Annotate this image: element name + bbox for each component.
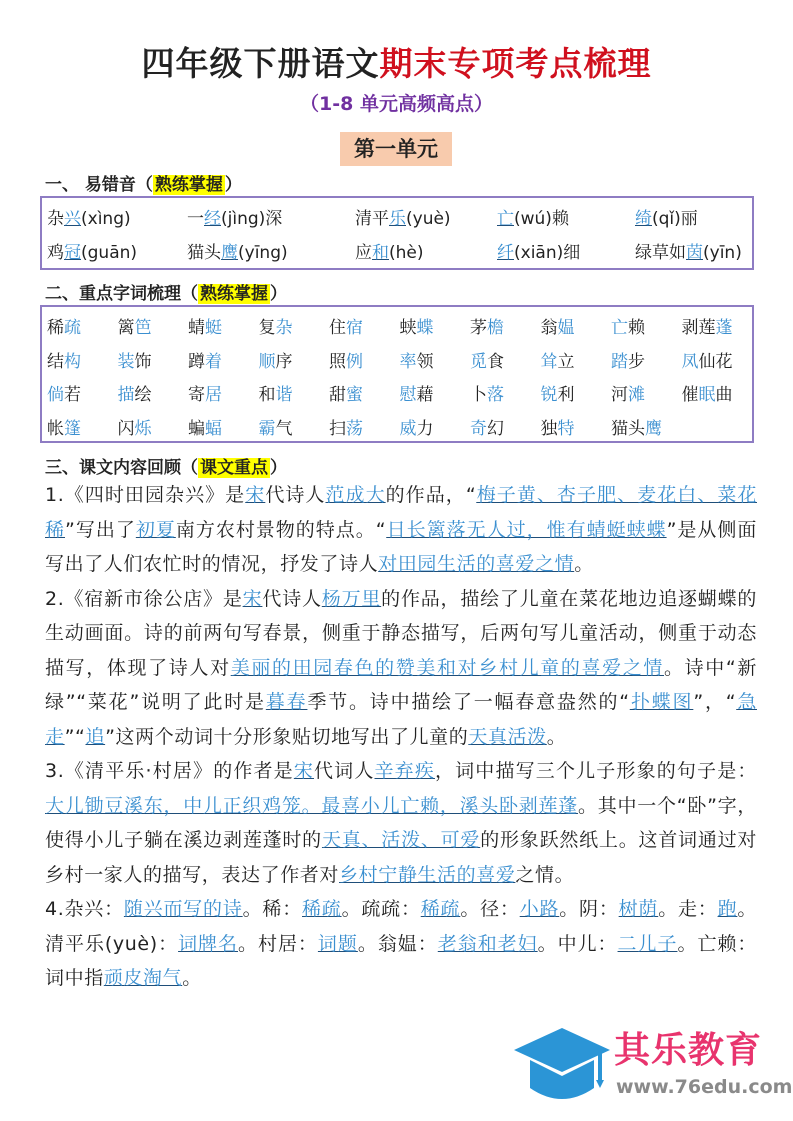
key-answer: 鹰 [221,243,238,263]
key-char: 谐 [275,385,293,405]
key-answer: 初夏 [135,518,176,541]
text: 猫头 [187,243,221,263]
text: 2.《宿新市徐公店》是 [45,587,243,610]
review-paragraphs [45,478,757,996]
key-char: 蝠 [205,418,222,439]
key-answer: 跑 [717,898,738,920]
key-answer: 杨万里 [321,587,382,610]
heading-text: 一、 易错音（ [45,175,153,195]
text: 翁 [540,318,558,338]
text: 照 [329,351,346,372]
vocab-item [470,313,504,343]
vocab-item [400,380,434,410]
title-red: 期末专项考点梳理 [379,44,652,83]
pronunciation-item [635,204,698,234]
key-answer: 兴 [64,209,81,229]
key-answer: 树荫 [618,898,659,920]
vocab-item [329,414,363,444]
key-char: 锐 [540,385,558,405]
key-answer: 天真、活泼、可爱 [321,829,481,851]
key-answer: 经 [204,209,221,229]
vocab-item [329,380,363,410]
page-title [0,38,793,85]
key-char: 顺 [258,351,276,372]
text: 鸡 [47,243,64,263]
text: 气 [275,418,293,439]
key-char: 篷 [64,418,81,439]
vocab-item [470,347,504,377]
text: ，词中描写三个儿子形象的句子是： [434,760,757,782]
pronunciation-item [47,204,131,234]
key-answer: 随兴而写的诗 [123,898,243,920]
vocab-item [259,313,293,343]
key-char: 媪 [557,318,575,338]
key-answer: 顽皮淘气 [103,967,183,989]
vocab-item [470,380,504,410]
vocabulary-box [40,305,754,443]
pronunciation-item [355,204,451,234]
vocab-item [541,313,575,343]
text: 帐 [47,418,64,439]
text: (guān) [81,243,138,263]
key-char: 蓬 [715,318,733,338]
vocab-item [329,347,363,377]
key-answer: 宋 [242,587,263,610]
key-char: 蜜 [346,385,363,405]
text: 。诗中“新绿”“菜花”说明了此时是 [45,656,757,713]
vocab-item [118,313,152,343]
text: 之情。 [515,863,575,886]
key-answer: 稀疏 [302,898,342,920]
text: 季节。诗中描绘了一幅春意盎然的“ [307,691,630,713]
key-answer: 乡村宁静生活的喜爱 [339,863,516,886]
text: 寄 [188,385,205,405]
text: 食 [487,351,504,372]
vocab-item [682,347,733,377]
text: 幻 [487,418,504,439]
key-char: 檐 [487,318,504,338]
heading-text: 二、重点字词梳理（ [45,284,198,304]
key-char: 亡 [611,318,628,338]
text: 步 [628,351,645,372]
vocab-item [470,414,504,444]
vocab-item [541,380,575,410]
text: (jìng)深 [221,209,283,229]
text: ”“ [64,725,86,748]
key-answer: 范成大 [325,484,386,506]
text: 绘 [134,385,152,405]
text: 。走： [658,898,718,920]
key-answer: 对田园生活的喜爱之情 [378,553,575,575]
text: 甜 [329,385,346,405]
vocab-item [118,380,152,410]
text: 赖 [628,318,645,338]
text: 。疏疏： [341,898,421,920]
key-char: 宿 [346,318,363,338]
text: 3.《清平乐·村居》的作者是 [45,760,294,782]
section3-heading [45,453,287,478]
text: ”写出了 [65,518,136,541]
text: 。径： [460,898,520,920]
text: (yīn) [703,243,742,263]
vocab-item [47,347,81,377]
key-char: 眠 [698,385,716,405]
key-char: 鹰 [645,418,662,439]
vocab-item [118,347,152,377]
key-answer: 日长篱落无人过，惟有蜻蜓蛱蝶 [386,518,667,541]
key-char: 凤 [681,351,699,372]
text: 。清平乐(yuè)： [45,898,757,955]
text: 催 [681,385,699,405]
text: 扫 [329,418,346,439]
key-answer: 亡 [497,209,514,229]
heading-close: ） [270,284,287,304]
text: 利 [557,385,575,405]
key-char: 滩 [628,385,645,405]
text: 。 [182,967,202,989]
vocab-item [682,380,733,410]
key-char: 霸 [258,418,276,439]
watermark-url: www.76edu.com [616,1076,793,1098]
key-char: 蝶 [416,318,434,338]
review-paragraph [45,754,757,892]
key-char: 耸 [540,351,558,372]
text: (hè) [389,243,424,263]
text: 仙花 [698,351,733,372]
watermark [510,1022,793,1121]
vocab-item [400,313,434,343]
vocab-item [118,414,152,444]
pronunciation-item [47,238,137,268]
subtitle: （1-8 单元高频高点） [300,93,493,115]
text: 和 [258,385,276,405]
text: 卜 [470,385,487,405]
key-answer: 茵 [686,243,703,263]
vocab-item [188,347,222,377]
vocab-item [188,380,222,410]
text: 序 [275,351,293,372]
vocab-item [47,313,81,343]
key-answer: 美丽的田园春色的赞美和对乡村儿童的喜爱之情 [230,656,665,679]
text: 蹲 [188,351,205,372]
title-black: 四年级下册语文 [141,44,380,83]
review-paragraph [45,892,757,996]
vocab-item [611,380,645,410]
text: 。其中一个“卧”字，使得小儿子躺在溪边剥莲蓬时的 [45,794,758,851]
text: 。亡赖：词中指 [45,932,757,989]
key-answer: 暮春 [265,691,308,713]
key-char: 疏 [64,318,81,338]
unit-heading: 第一单元 [340,132,452,166]
vocab-item [259,380,293,410]
text: 住 [329,318,346,338]
text: 。阴： [559,898,619,920]
text: 蝙 [188,418,205,439]
key-answer: 二儿子 [617,932,678,955]
vocab-item [329,313,363,343]
text: 4.杂兴： [45,898,124,920]
key-answer: 宋 [245,484,266,506]
section2-heading [45,279,287,304]
text: 茅 [470,318,487,338]
text: 的作品，“ [385,484,477,506]
vocab-item [611,313,645,343]
text: 代诗人 [265,484,326,506]
key-char: 踏 [611,351,628,372]
key-answer: 宋 [293,760,315,782]
review-paragraph [45,582,757,755]
text: 。稀： [242,898,302,920]
text: 南方农村景物的特点。“ [175,518,387,541]
vocab-item [188,313,222,343]
pronunciation-item [497,238,580,268]
key-char: 蜓 [205,318,222,338]
pronunciation-box [40,196,754,270]
key-answer: 词题 [317,932,358,955]
vocab-item [611,414,662,444]
key-char: 率 [399,351,417,372]
key-char: 倘 [47,385,64,405]
key-char: 笆 [134,318,152,338]
key-char: 威 [399,418,417,439]
heading-text: 三、课文内容回顾（ [45,458,198,478]
text: 1.《四时田园杂兴》是 [45,484,246,506]
review-paragraph [45,478,757,582]
key-char: 描 [117,385,135,405]
pronunciation-item [635,238,742,268]
key-answer: 绮 [635,209,652,229]
text: (yīng) [238,243,288,263]
key-answer: 和 [372,243,389,263]
key-answer: 小路 [519,898,560,920]
section1-heading [45,170,242,195]
pronunciation-item [497,204,569,234]
key-char: 例 [346,351,363,372]
key-answer: 词牌名 [178,932,238,955]
heading-highlight: 熟练掌握 [154,175,223,195]
text: (wú)赖 [514,209,569,229]
key-answer: 梅子黄、杏子肥、麦花白、菜花稀 [45,484,757,541]
key-char: 奇 [470,418,487,439]
key-answer: 扑蝶图 [629,691,694,713]
text: 剥莲 [681,318,716,338]
vocab-item [400,347,434,377]
text: 一 [187,209,204,229]
pronunciation-item [187,238,288,268]
vocab-item [611,347,645,377]
heading-highlight: 熟练掌握 [200,284,268,304]
key-answer: 老翁和老妇 [437,932,538,955]
text: 猫头 [611,418,645,439]
text: ”，“ [693,691,737,713]
text: 蛱 [399,318,417,338]
text: 曲 [715,385,733,405]
text: 的作品，描绘了儿童在菜花地边追逐蝴蝶的生动画面。诗的前两句写春景，侧重于静态描写，后两句写儿童活动，侧重于动态描写，体现了诗人对 [45,587,757,679]
text: 复 [258,318,276,338]
key-char: 构 [64,351,81,372]
text: ”这两个动词十分形象贴切地写出了儿童的 [105,725,469,748]
text: ”是从侧面写出了人们农忙时的情况，抒发了诗人 [45,518,758,575]
key-char: 居 [205,385,222,405]
heading-highlight: 课文重点 [200,458,268,478]
text: 稀 [47,318,64,338]
pronunciation-item [355,238,424,268]
key-char: 装 [117,351,135,372]
key-answer: 急走 [45,691,757,748]
key-char: 慰 [399,385,417,405]
key-answer: 稀疏 [420,898,461,920]
text: 闪 [117,418,135,439]
text: (xìng) [81,209,131,229]
key-char: 特 [557,418,575,439]
vocab-item [541,414,575,444]
text: 篱 [117,318,135,338]
vocab-item [541,347,575,377]
vocab-item [682,313,733,343]
vocab-item [400,414,434,444]
key-answer: 天真活泼 [468,725,547,748]
text: 。中儿： [537,932,618,955]
text: 结 [47,351,64,372]
text: 的形象跃然纸上。这首词通过对乡村一家人的描写，表达了作者对 [45,829,757,886]
text: 杂 [47,209,64,229]
key-char: 落 [487,385,504,405]
key-answer: 冠 [64,243,81,263]
text: 应 [355,243,372,263]
key-answer: 大儿锄豆溪东，中儿正织鸡笼。最喜小儿亡赖，溪头卧剥莲蓬 [45,794,579,817]
key-answer: 乐 [389,209,406,229]
key-char: 着 [205,351,222,372]
key-answer: 追 [85,725,106,748]
text: 立 [557,351,575,372]
vocab-item [188,414,222,444]
vocab-item [47,380,81,410]
text: 。 [574,553,594,575]
key-char: 荡 [346,418,363,439]
text: (xiān)细 [514,243,581,263]
text: (yuè) [406,209,451,229]
key-answer: 纤 [497,243,514,263]
vocab-item [259,414,293,444]
text: 河 [611,385,628,405]
text: 领 [416,351,434,372]
watermark-name: 其乐教育 [614,1030,763,1071]
text: 藉 [416,385,434,405]
text: 绿草如 [635,243,686,263]
text: (qǐ)丽 [652,209,698,229]
graduation-cap-icon [510,1022,614,1112]
heading-close: ） [224,175,242,195]
vocab-item [259,347,293,377]
text: 。 [546,725,567,748]
text: 代诗人 [262,587,322,610]
pronunciation-item [187,204,282,234]
text: 饰 [134,351,152,372]
key-char: 杂 [275,318,293,338]
text: 。村居： [238,932,318,955]
text: 力 [416,418,434,439]
key-char: 烁 [134,418,152,439]
text: 。翁媪： [357,932,438,955]
text: 清平 [355,209,389,229]
text: 若 [64,385,81,405]
vocab-item [47,414,81,444]
text: 蜻 [188,318,205,338]
text: 独 [540,418,558,439]
key-answer: 辛弃疾 [374,760,435,782]
heading-close: ） [270,458,287,478]
key-char: 觅 [470,351,487,372]
text: 代词人 [314,760,375,782]
